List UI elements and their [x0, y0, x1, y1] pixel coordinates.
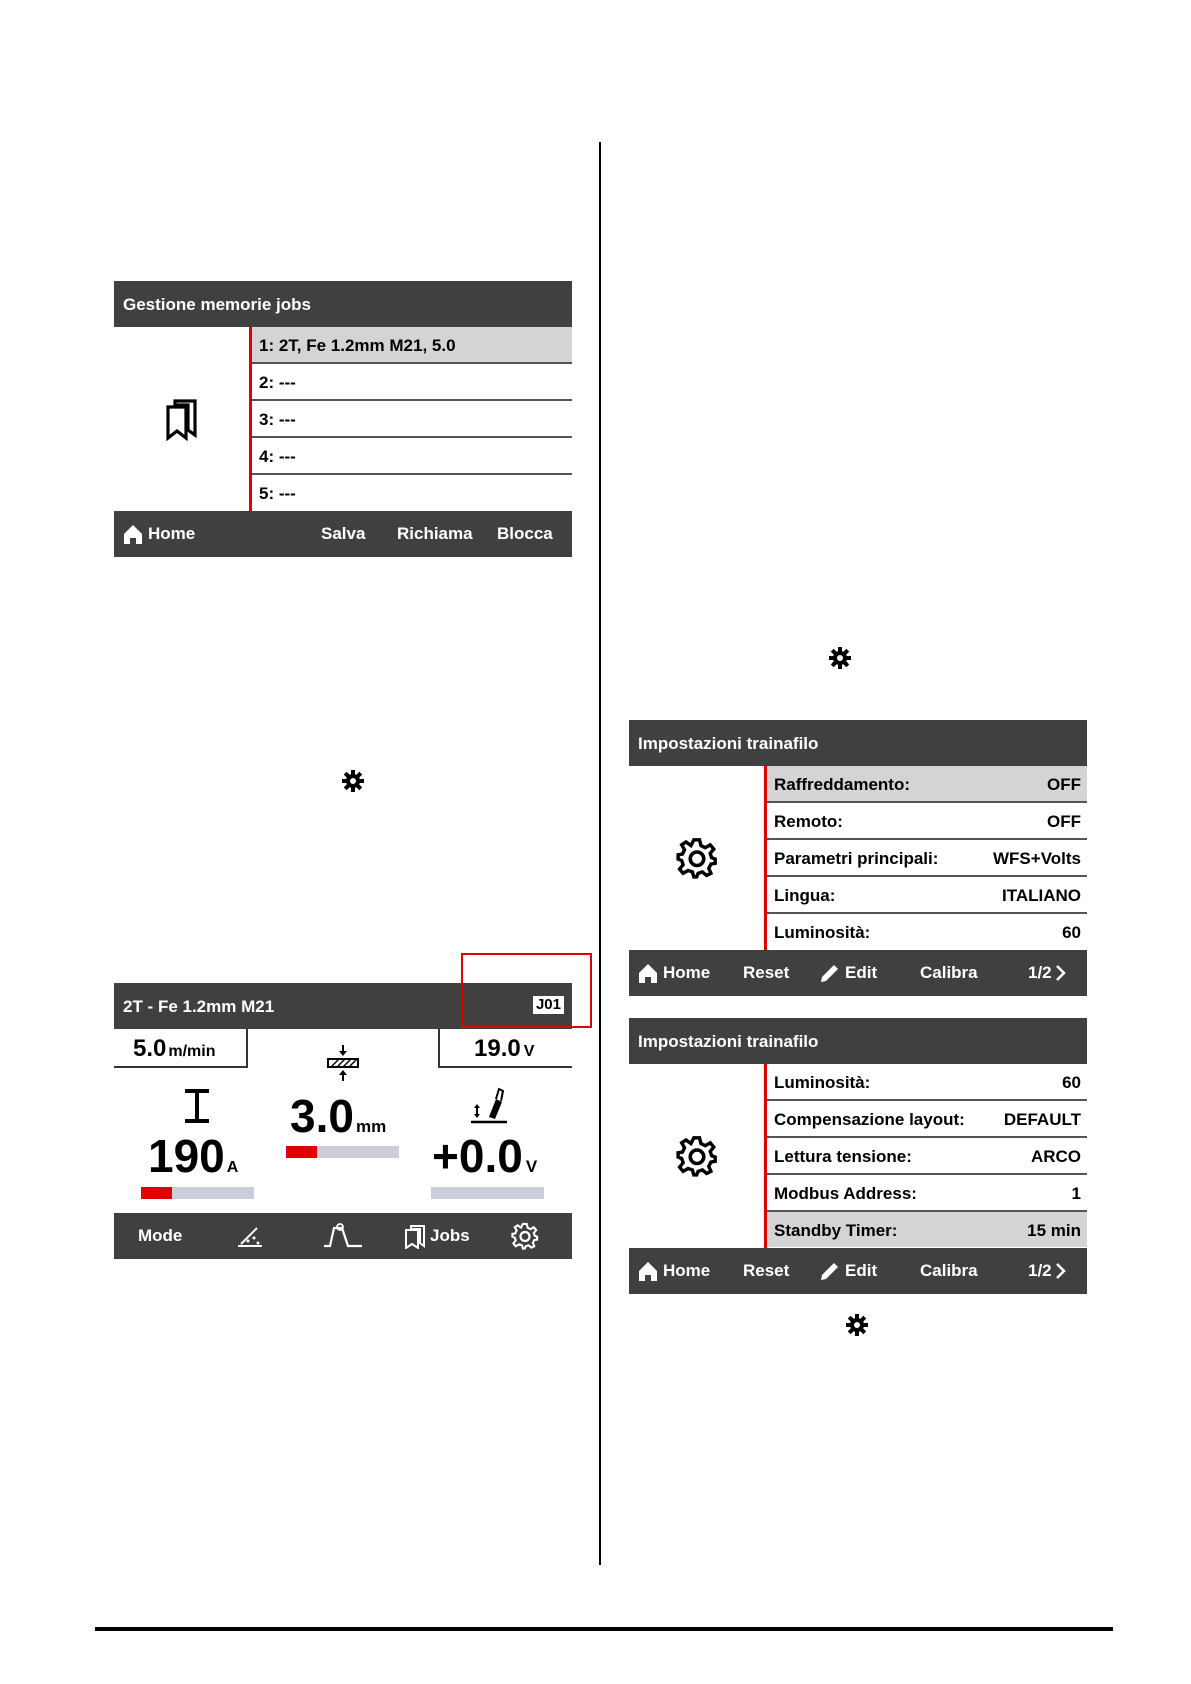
calibrate-button[interactable]: Calibra [920, 1261, 978, 1280]
job-slot-3[interactable] [252, 401, 572, 438]
job-slot-label: 5: --- [259, 484, 296, 503]
page-indicator[interactable] [1028, 950, 1066, 996]
bookmarks-icon [403, 1223, 427, 1249]
gear-icon [629, 1064, 764, 1248]
edit-label: Edit [845, 1261, 878, 1280]
voltage-trim-bar [431, 1187, 544, 1199]
gear-icon[interactable] [511, 1222, 539, 1250]
gear-icon [341, 769, 365, 793]
page-label: 1/2 [1028, 963, 1052, 982]
home-button[interactable] [637, 950, 710, 996]
current-icon [184, 1088, 210, 1124]
setting-row-remote[interactable] [767, 803, 1087, 840]
setting-value: 60 [1062, 1073, 1081, 1092]
setting-label: Remoto: [774, 812, 843, 831]
setting-label: Compensazione layout: [774, 1110, 965, 1129]
edit-button[interactable] [819, 1248, 877, 1294]
reset-button[interactable]: Reset [743, 963, 790, 982]
voltage-preset-value: 19.0 [474, 1035, 521, 1062]
current-bar-fill [141, 1187, 172, 1199]
home-label: Home [663, 1261, 711, 1280]
reset-button[interactable]: Reset [743, 1261, 790, 1280]
edit-label: Edit [845, 963, 878, 982]
setting-label: Luminosità: [774, 923, 871, 942]
setting-row-language[interactable] [767, 877, 1087, 914]
slope-icon[interactable] [236, 1223, 264, 1249]
setting-value: OFF [1047, 775, 1081, 794]
calibrate-button[interactable]: Calibra [920, 963, 978, 982]
voltage-preset-box[interactable] [438, 1029, 572, 1068]
jobs-button[interactable] [403, 1213, 470, 1259]
material-thickness-icon [325, 1045, 361, 1081]
thickness-value: 3.0 [290, 1090, 354, 1142]
job-slot-2[interactable] [252, 364, 572, 401]
setting-row-brightness[interactable] [767, 914, 1087, 949]
footer-rule [95, 1627, 1113, 1631]
jobs-label: Jobs [430, 1226, 470, 1245]
bookmarks-icon [114, 327, 249, 511]
panel-footer [114, 511, 572, 557]
column-divider [599, 142, 601, 1565]
thickness-readout[interactable] [290, 1090, 387, 1150]
setting-row-voltage-reading[interactable] [767, 1138, 1087, 1175]
setting-row-brightness[interactable] [767, 1064, 1087, 1101]
setting-label: Standby Timer: [774, 1221, 898, 1240]
setting-value: ARCO [1030, 1147, 1081, 1166]
voltage-trim-unit: V [525, 1157, 538, 1176]
waveform-icon[interactable] [322, 1223, 364, 1249]
current-bar [141, 1187, 254, 1199]
job-slot-label: 4: --- [259, 447, 296, 466]
setting-value: OFF [1047, 812, 1081, 831]
edit-button[interactable] [819, 950, 877, 996]
setting-row-standby-timer[interactable] [767, 1212, 1087, 1247]
home-button[interactable] [637, 1248, 710, 1294]
wire-speed-box[interactable] [114, 1029, 248, 1068]
home-icon [637, 962, 659, 984]
setting-value: 15 min [1027, 1221, 1081, 1240]
job-slot-5[interactable] [252, 475, 572, 510]
pencil-icon [819, 1260, 841, 1282]
mode-button[interactable]: Mode [138, 1226, 183, 1245]
thickness-bar-fill [286, 1146, 317, 1158]
setting-label: Luminosità: [774, 1073, 871, 1092]
gear-icon [845, 1313, 869, 1337]
chevron-right-icon [1054, 1262, 1066, 1280]
gear-icon [828, 646, 852, 670]
setting-row-modbus-address[interactable] [767, 1175, 1087, 1212]
page-label: 1/2 [1028, 1261, 1052, 1280]
save-button[interactable]: Salva [321, 524, 366, 543]
panel-title: Gestione memorie jobs [114, 281, 572, 327]
setting-value: 60 [1062, 923, 1081, 942]
setting-row-cooling[interactable] [767, 766, 1087, 803]
panel-footer [629, 950, 1087, 996]
settings-panel-1 [629, 720, 1087, 996]
job-slot-label: 3: --- [259, 410, 296, 429]
pencil-icon [819, 962, 841, 984]
current-unit: A [226, 1159, 239, 1176]
setting-row-layout-compensation[interactable] [767, 1101, 1087, 1138]
home-button[interactable] [122, 511, 195, 557]
home-label: Home [663, 963, 711, 982]
job-slot-label: 2: --- [259, 373, 296, 392]
main-footer [114, 1213, 572, 1259]
process-title-text: 2T - Fe 1.2mm M21 [123, 997, 275, 1016]
job-slot-4[interactable] [252, 438, 572, 475]
memory-jobs-panel [114, 281, 572, 557]
job-tag: J01 [533, 996, 564, 1014]
job-slot-1[interactable] [252, 327, 572, 364]
job-tag-highlight [461, 953, 592, 1028]
gear-icon [629, 766, 764, 950]
setting-label: Lettura tensione: [774, 1147, 912, 1166]
home-icon [637, 1260, 659, 1282]
setting-label: Parametri principali: [774, 849, 939, 868]
current-readout[interactable] [148, 1130, 239, 1191]
page-indicator[interactable] [1028, 1248, 1066, 1294]
setting-value: DEFAULT [1003, 1110, 1081, 1129]
setting-value: ITALIANO [1001, 886, 1081, 905]
lock-button[interactable]: Blocca [497, 524, 553, 543]
panel-title: Impostazioni trainafilo [629, 1018, 1087, 1064]
torch-voltage-icon [469, 1085, 509, 1125]
thickness-bar [286, 1146, 399, 1158]
voltage-trim-value: +0.0 [432, 1130, 523, 1182]
setting-label: Modbus Address: [774, 1184, 917, 1203]
panel-title: Impostazioni trainafilo [629, 720, 1087, 766]
job-slot-label: 1: 2T, Fe 1.2mm M21, 5.0 [259, 336, 456, 355]
recall-button[interactable]: Richiama [397, 524, 473, 543]
setting-value: 1 [1071, 1184, 1081, 1203]
setting-label: Raffreddamento: [774, 775, 911, 794]
chevron-right-icon [1054, 964, 1066, 982]
home-icon [122, 523, 144, 545]
thickness-unit: mm [355, 1117, 387, 1136]
current-value: 190 [148, 1130, 225, 1182]
setting-label: Lingua: [774, 886, 836, 905]
voltage-trim-readout[interactable] [432, 1130, 538, 1190]
settings-panel-2 [629, 1018, 1087, 1294]
setting-row-main-params[interactable] [767, 840, 1087, 877]
voltage-preset-unit: V [523, 1043, 535, 1060]
home-label: Home [148, 524, 196, 543]
setting-value: WFS+Volts [993, 849, 1081, 868]
wire-speed-value: 5.0 [133, 1035, 167, 1062]
wire-speed-unit: m/min [168, 1043, 216, 1060]
panel-footer [629, 1248, 1087, 1294]
